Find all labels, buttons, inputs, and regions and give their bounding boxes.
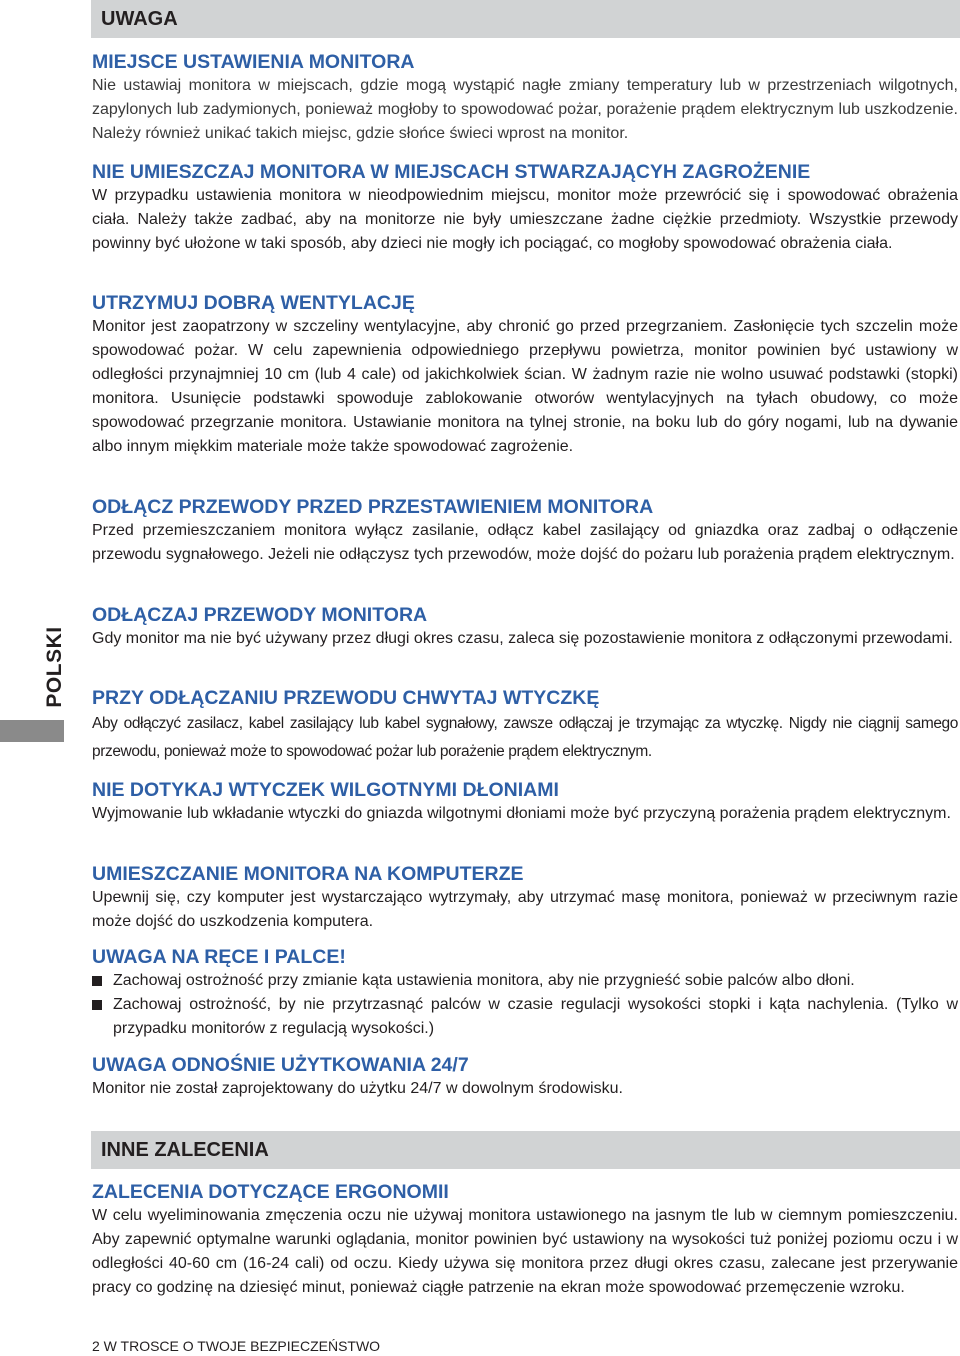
heading-inne-zalecenia: INNE ZALECENIA bbox=[101, 1139, 269, 1161]
section-title: MIEJSCE USTAWIENIA MONITORA bbox=[92, 51, 415, 73]
section-wentylacja bbox=[92, 291, 958, 459]
section-title: UMIESZCZANIE MONITORA NA KOMPUTERZE bbox=[92, 863, 524, 885]
section-title: UWAGA ODNOŚNIE UŻYTKOWANIA 24/7 bbox=[92, 1054, 469, 1076]
bullet-list bbox=[92, 969, 958, 1041]
section-title: ZALECENIA DOTYCZĄCE ERGONOMII bbox=[92, 1181, 449, 1203]
section-text: W przypadku ustawienia monitora w nieodpowiednim miejscu, monitor może przewrócić się i spowodować obrażenia ciała. Należy także zadbać, aby na monitorze nie były umieszczane żadne ciężkie przedmioty. Wszystkie przewody powinny być ułożone w taki sposób, aby dzieci nie mogły ich pociągać, co mogłoby spowodować obrażenia ciała. bbox=[92, 187, 958, 252]
section-text: Gdy monitor ma nie być używany przez długi okres czasu, zaleca się pozostawienie monitora z odłączonymi przewodami. bbox=[92, 630, 953, 647]
language-side-bar bbox=[0, 720, 64, 742]
section-miejsce bbox=[92, 50, 958, 146]
section-ergonomia bbox=[92, 1180, 958, 1300]
section-24-7 bbox=[92, 1053, 958, 1101]
section-text: Przed przemieszczaniem monitora wyłącz zasilanie, odłącz kabel zasilający od gniazdka oraz zadbaj o odłączenie przewodu sygnałowego. Jeżeli nie odłączysz tych przewodów, może dojść do pożaru lub porażenia prądem elektrycznym. bbox=[92, 522, 958, 563]
bullet-square-icon bbox=[92, 1000, 102, 1010]
heading-bar-uwaga bbox=[91, 0, 960, 38]
section-text: Upewnij się, czy komputer jest wystarczająco wytrzymały, aby utrzymać masę monitora, ponieważ w przeciwnym razie może dojść do uszkodzenia komputera. bbox=[92, 889, 958, 930]
bullet-square-icon bbox=[92, 976, 102, 986]
section-text: Wyjmowanie lub wkładanie wtyczki do gniazda wilgotnymi dłoniami może być przyczyną porażenia prądem elektrycznym. bbox=[92, 805, 951, 822]
section-komputer bbox=[92, 862, 958, 934]
section-wilgotne bbox=[92, 778, 958, 826]
section-zagrozenie bbox=[92, 160, 958, 256]
page-footer: 2 W TROSCE O TWOJE BEZPIECZEŃSTWO bbox=[92, 1338, 381, 1354]
section-title: UWAGA NA RĘCE I PALCE! bbox=[92, 946, 346, 968]
heading-uwaga: UWAGA bbox=[101, 8, 178, 30]
heading-bar-inne bbox=[91, 1131, 960, 1169]
section-text: Monitor nie został zaprojektowany do użytku 24/7 w dowolnym środowisku. bbox=[92, 1080, 623, 1097]
section-odlacz-przed bbox=[92, 495, 958, 567]
section-text: Nie ustawiaj monitora w miejscach, gdzie mogą wystąpić nagłe zmiany temperatury lub w przestrzeniach wilgotnych, zapylonych lub zadymionych, ponieważ mogłoby to spowodować pożar, porażenie prądem elektrycznym lub uszkodzenie. Należy również unikać takich miejsc, gdzie słońce świeci wprost na monitor. bbox=[92, 77, 958, 142]
section-title: NIE UMIESZCZAJ MONITORA W MIEJSCACH STWARZAJĄCYH ZAGROŻENIE bbox=[92, 161, 811, 183]
section-title: NIE DOTYKAJ WTYCZEK WILGOTNYMI DŁONIAMI bbox=[92, 779, 559, 801]
section-title: UTRZYMUJ DOBRĄ WENTYLACJĘ bbox=[92, 292, 415, 314]
section-rece bbox=[92, 945, 958, 1041]
language-side-label: POLSKI bbox=[43, 626, 66, 708]
section-odlaczaj bbox=[92, 603, 958, 651]
list-item: Zachowaj ostrożność, by nie przytrzasnąć palców w czasie regulacji wysokości stopki i kąta nachylenia. (Tylko w przypadku monitorów z regulacją wysokości.) bbox=[92, 993, 958, 1041]
section-title: ODŁĄCZAJ PRZEWODY MONITORA bbox=[92, 604, 428, 626]
section-title: PRZY ODŁĄCZANIU PRZEWODU CHWYTAJ WTYCZKĘ bbox=[92, 687, 600, 709]
section-text: Aby odłączyć zasilacz, kabel zasilający lub kabel sygnałowy, zawsze odłączaj je trzymając za wtyczkę. Nigdy nie ciągnij samego przewodu, ponieważ może to spowodować pożar lub porażenie prądem elektrycznym. bbox=[92, 715, 958, 760]
section-text: W celu wyeliminowania zmęczenia oczu nie używaj monitora ustawionego na jasnym tle lub w ciemnym pomieszczeniu. Aby zapewnić optymalne warunki oglądania, monitor powinien być ustawiony na wysokości tuż poniżej poziomu oczu i w odległości 40-60 cm (16-24 cali) od oczu. Kiedy używa się monitora przez długi okres czasu, zalecane jest przerywanie pracy co godzinę na dziesięć minut, ponieważ ciągłe patrzenie na ekran może spowodować przemęczenie wzroku. bbox=[92, 1207, 958, 1296]
section-title: ODŁĄCZ PRZEWODY PRZED PRZESTAWIENIEM MONITORA bbox=[92, 496, 654, 518]
list-item: Zachowaj ostrożność przy zmianie kąta ustawienia monitora, aby nie przygnieść sobie palców albo dłoni. bbox=[92, 969, 958, 993]
section-wtyczka bbox=[92, 686, 958, 766]
section-text: Monitor jest zaopatrzony w szczeliny wentylacyjne, aby chronić go przed przegrzaniem. Zasłonięcie tych szczelin może spowodować pożar. W celu zapewnienia odpowiedniego przepływu powietrza, monitor powinien być ustawiony w odległości przynajmniej 10 cm (lub 4 cale) od jakichkolwiek ścian. W żadnym razie nie wolno usuwać podstawki (stopki) monitora. Usunięcie podstawki spowoduje zablokowanie otworów wentylacyjnych na tyłach obudowy, co może spowodować przegrzanie monitora. Ustawianie monitora na tylnej stronie, na boku lub do góry nogami, lub na dywanie albo innym miękkim materiale może także spowodować zagrożenie. bbox=[92, 318, 958, 455]
